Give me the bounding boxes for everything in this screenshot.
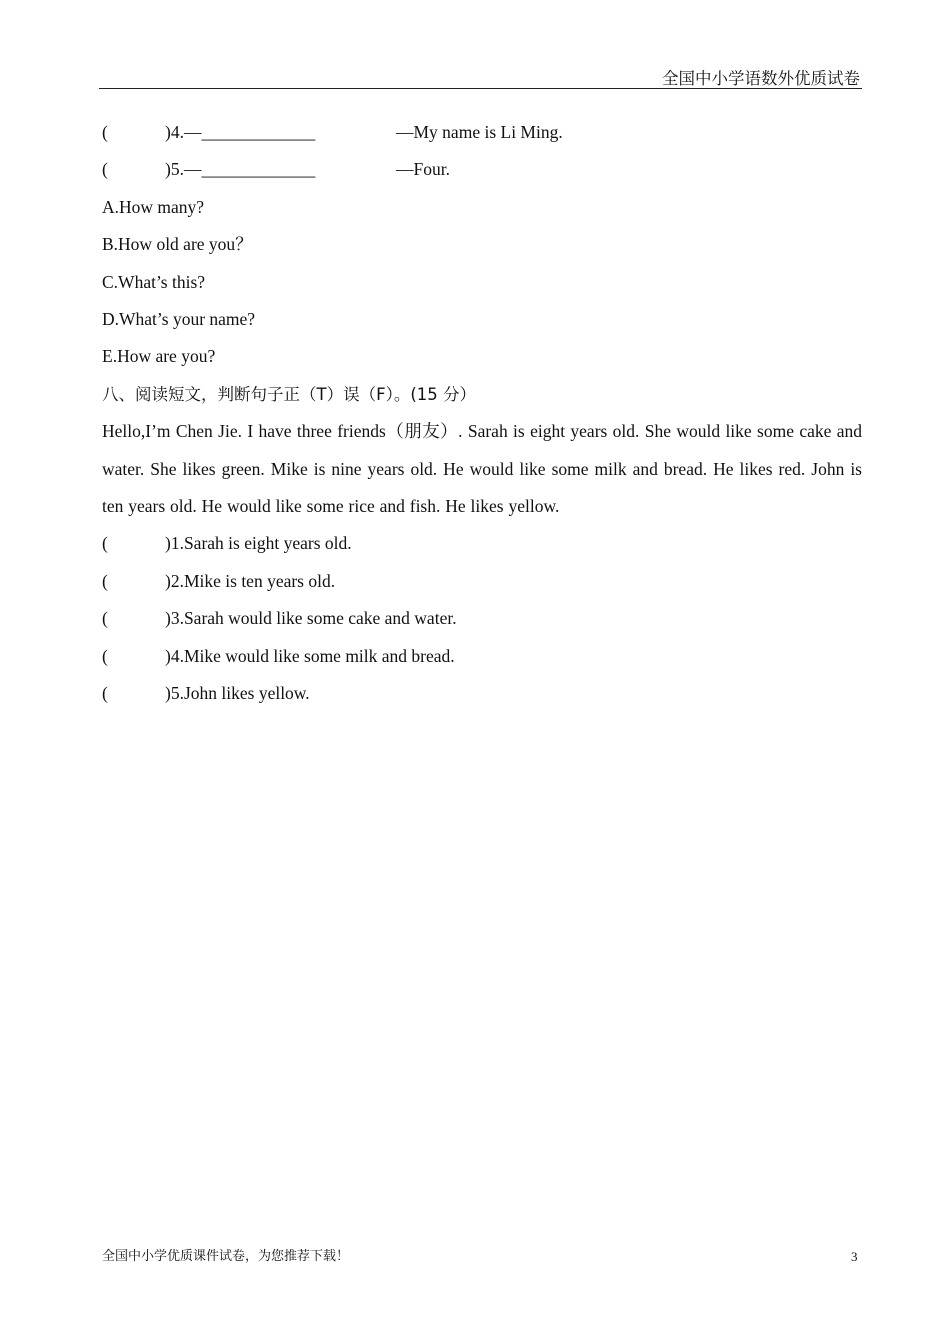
dialog-question-blank: )4.—_____________	[165, 122, 316, 142]
reading-passage: Hello,I’m Chen Jie. I have three friends（朋友）. Sarah is eight years old. She would like some cake and water. She likes green. Mike is nine years old. He would like some milk and bread. He likes red. John is ten years old. He would like some rice and fish. He likes yellow.	[102, 421, 862, 516]
page-header	[99, 70, 862, 89]
question-text: )4.Mike would like some milk and bread.	[165, 645, 455, 666]
header-title: 全国中小学语数外优质试卷	[662, 69, 860, 88]
option-a: A.How many?	[102, 196, 205, 217]
option-c: C.What’s this?	[102, 271, 206, 292]
dialog-item-4	[102, 114, 862, 151]
question-text: )1.Sarah is eight years old.	[165, 533, 352, 554]
dialog-answer: —My name is Li Ming.	[396, 122, 563, 142]
question-item-4	[102, 638, 862, 675]
footer-text: 全国中小学优质课件试卷，为您推荐下载！	[102, 1249, 350, 1264]
dialog-item-5	[102, 151, 862, 188]
answer-paren: (	[102, 533, 108, 554]
dialog-question-blank: )5.—_____________	[165, 159, 316, 180]
dialog-answer: —Four.	[396, 159, 450, 180]
question-item-3	[102, 600, 862, 637]
question-text: )3.Sarah would like some cake and water.	[165, 608, 457, 629]
page-content	[102, 114, 862, 712]
option-d: D.What’s your name?	[102, 308, 256, 329]
question-text: )2.Mike is ten years old.	[165, 570, 336, 591]
answer-paren: (	[102, 159, 108, 180]
option-e: E.How are you?	[102, 346, 216, 367]
answer-paren: (	[102, 122, 108, 142]
option-b: B.How old are you？	[102, 234, 253, 255]
answer-paren: (	[102, 608, 108, 629]
section-heading: 八、阅读短文，判断句子正（T）误（F）。(15 分）	[102, 384, 476, 404]
question-text: )5.John likes yellow.	[165, 682, 310, 703]
question-item-1	[102, 525, 862, 562]
page-number: 3	[851, 1249, 858, 1264]
question-item-2	[102, 563, 862, 600]
answer-paren: (	[102, 570, 108, 591]
answer-paren: (	[102, 645, 108, 666]
answer-paren: (	[102, 682, 108, 703]
question-item-5	[102, 675, 862, 712]
